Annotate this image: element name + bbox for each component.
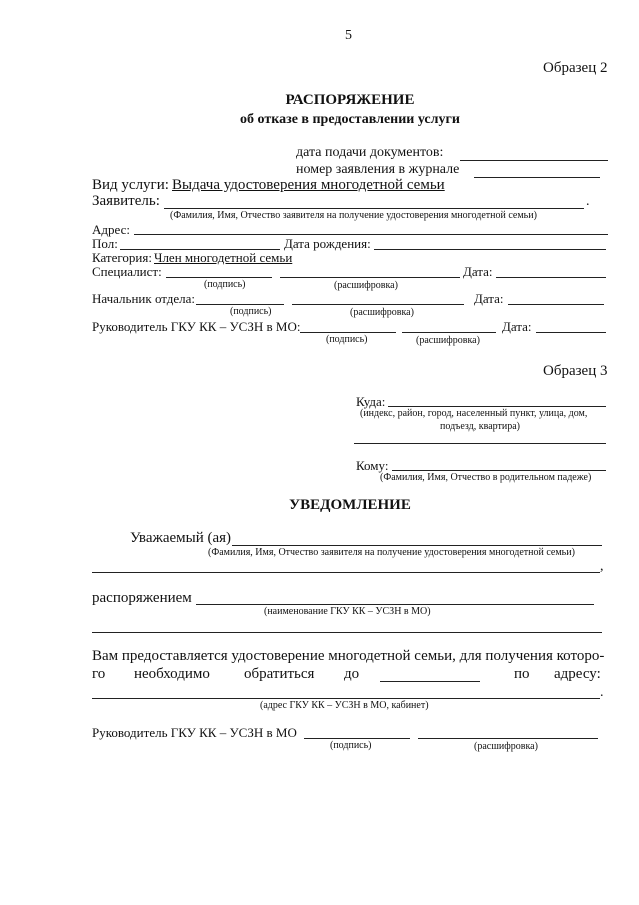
applicant-line-dot: . (586, 194, 590, 209)
head-signature-hint: (подпись) (326, 334, 368, 345)
department-head-label: Начальник отдела: (92, 291, 196, 306)
specialist-label: Специалист: (92, 264, 162, 279)
department-head-date-label: Дата: (474, 291, 504, 306)
address-label: Адрес: (92, 222, 130, 237)
service-type-label: Вид услуги: (92, 177, 169, 193)
category-label: Категория: (92, 250, 152, 265)
order-line-2[interactable] (92, 632, 602, 633)
notice-address-line[interactable] (92, 698, 600, 699)
order-label: распоряжением (92, 590, 192, 606)
applicant-label: Заявитель: (92, 193, 160, 209)
submission-date-label: дата подачи документов: (296, 145, 444, 160)
to-whom-label: Кому: (356, 458, 389, 473)
service-type-value: Выдача удостоверения многодетной семьи (172, 177, 445, 193)
department-head-date-line[interactable] (508, 304, 604, 305)
to-whom-hint: (Фамилия, Имя, Отчество в родительном падеже) (380, 472, 592, 483)
notice-text-2-c: обратиться (244, 666, 315, 682)
notice-text-2-f: адресу: (554, 666, 601, 682)
sample2-title: РАСПОРЯЖЕНИЕ (285, 92, 415, 108)
sample3-label: Образец 3 (543, 363, 608, 379)
head-date-line[interactable] (536, 332, 606, 333)
head-decoding-hint: (расшифровка) (416, 335, 480, 346)
birth-date-line[interactable] (374, 249, 606, 250)
dear-label: Уважаемый (ая) (130, 530, 232, 546)
to-where-label: Куда: (356, 394, 386, 409)
head-signature-line[interactable] (300, 332, 396, 333)
notice-address-line-dot: . (600, 685, 604, 700)
sample3-head-decoding-hint: (расшифровка) (474, 741, 538, 752)
notice-deadline-line[interactable] (380, 681, 480, 682)
head-decoding-line[interactable] (402, 332, 496, 333)
to-where-hint-2: подъезд, квартира) (440, 421, 520, 432)
notice-text-2-e: по (514, 666, 530, 682)
to-where-hint-1: (индекс, район, город, населенный пункт, улица, дом, (360, 408, 588, 419)
applicant-line[interactable] (164, 208, 584, 209)
address-hint: (адрес ГКУ КК – УСЗН в МО, кабинет) (260, 700, 429, 711)
specialist-decoding-line[interactable] (280, 277, 460, 278)
sample2-label: Образец 2 (543, 60, 608, 76)
specialist-signature-line[interactable] (166, 277, 272, 278)
dear-line-2-comma: , (600, 559, 604, 574)
head-date-label: Дата: (502, 319, 532, 334)
head-label: Руководитель ГКУ КК – УСЗН в МО: (92, 319, 301, 334)
dear-hint: (Фамилия, Имя, Отчество заявителя на получение удостоверения многодетной семьи) (208, 547, 575, 558)
to-where-line-2[interactable] (354, 443, 606, 444)
department-head-decoding-hint: (расшифровка) (350, 307, 414, 318)
gender-label: Пол: (92, 236, 118, 251)
order-hint: (наименование ГКУ КК – УСЗН в МО) (264, 606, 431, 617)
notice-text-2-d: до (344, 666, 360, 682)
to-whom-line[interactable] (392, 470, 606, 471)
sample2-subtitle: об отказе в предоставлении услуги (240, 112, 460, 127)
address-line[interactable] (134, 234, 608, 235)
sample3-head-signature-hint: (подпись) (330, 740, 372, 751)
birth-date-label: Дата рождения: (284, 236, 371, 251)
department-head-signature-line[interactable] (196, 304, 284, 305)
sample3-head-decoding-line[interactable] (418, 738, 598, 739)
page-number: 5 (345, 28, 352, 43)
applicant-hint: (Фамилия, Имя, Отчество заявителя на получение удостоверения многодетной семьи) (170, 210, 537, 221)
submission-date-line[interactable] (460, 160, 608, 161)
notice-text-2-a: го (92, 666, 106, 682)
sample3-head-label: Руководитель ГКУ КК – УСЗН в МО (92, 725, 297, 740)
sample3-title: УВЕДОМЛЕНИЕ (289, 497, 411, 513)
sample3-head-signature-line[interactable] (304, 738, 410, 739)
notice-text-1: Вам предоставляется удостоверение многодетной семьи, для получения которо- (92, 648, 605, 664)
specialist-decoding-hint: (расшифровка) (334, 280, 398, 291)
dear-line[interactable] (232, 545, 602, 546)
department-head-signature-hint: (подпись) (230, 306, 272, 317)
category-value: Член многодетной семьи (154, 250, 293, 265)
department-head-decoding-line[interactable] (292, 304, 464, 305)
specialist-signature-hint: (подпись) (204, 279, 246, 290)
registration-number-line[interactable] (474, 177, 600, 178)
dear-line-2[interactable] (92, 572, 600, 573)
specialist-date-label: Дата: (463, 264, 493, 279)
notice-text-2-b: необходимо (134, 666, 210, 682)
specialist-date-line[interactable] (496, 277, 606, 278)
to-where-line[interactable] (388, 406, 606, 407)
registration-number-label: номер заявления в журнале (296, 162, 460, 177)
order-line[interactable] (196, 604, 594, 605)
